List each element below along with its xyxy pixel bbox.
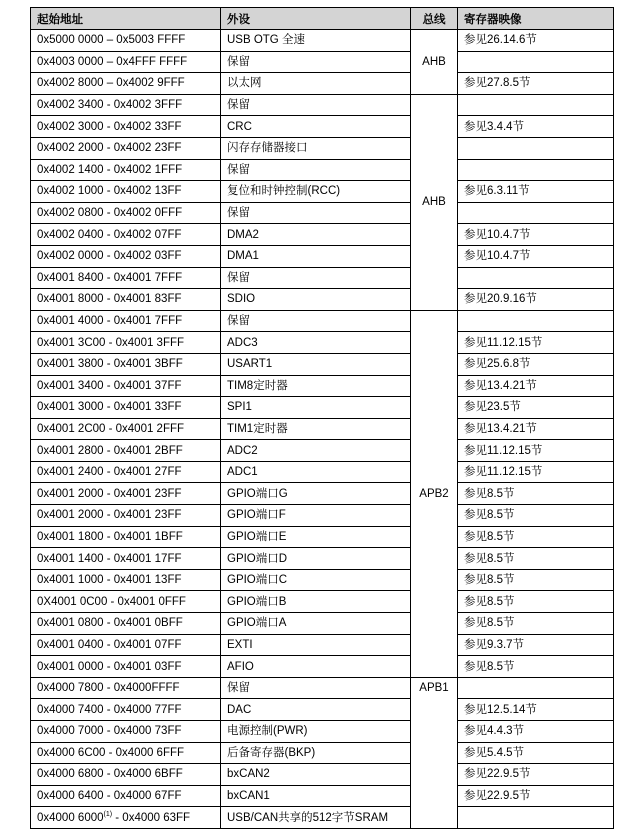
address-cell: 0x4000 6C00 - 0x4000 6FFF xyxy=(31,742,221,764)
register-map-cell xyxy=(458,202,614,224)
address-cell: 0x4001 2000 - 0x4001 23FF xyxy=(31,483,221,505)
table-row xyxy=(31,569,614,591)
register-map-cell: 参见27.8.5节 xyxy=(458,73,614,95)
address-cell: 0x4000 7000 - 0x4000 73FF xyxy=(31,721,221,743)
table-row xyxy=(31,634,614,656)
register-map-cell: 参见8.5节 xyxy=(458,483,614,505)
table-row xyxy=(31,461,614,483)
register-map-cell: 参见8.5节 xyxy=(458,569,614,591)
register-map-cell xyxy=(458,51,614,73)
peripheral-cell: TIM8定时器 xyxy=(221,375,411,397)
table-row xyxy=(31,526,614,548)
table-row xyxy=(31,505,614,527)
address-cell: 0x4000 6400 - 0x4000 67FF xyxy=(31,785,221,807)
address-cell: 0x4001 0800 - 0x4001 0BFF xyxy=(31,613,221,635)
register-map-cell: 参见8.5节 xyxy=(458,505,614,527)
peripheral-cell: 保留 xyxy=(221,159,411,181)
address-cell: 0x4001 2C00 - 0x4001 2FFF xyxy=(31,418,221,440)
address-cell: 0x4001 3000 - 0x4001 33FF xyxy=(31,397,221,419)
address-cell: 0x4001 0000 - 0x4001 03FF xyxy=(31,656,221,678)
table-row xyxy=(31,159,614,181)
register-map-cell: 参见8.5节 xyxy=(458,526,614,548)
table-row xyxy=(31,699,614,721)
bus-cell: APB2 xyxy=(411,310,458,677)
table-row xyxy=(31,418,614,440)
address-cell: 0x4002 3000 - 0x4002 33FF xyxy=(31,116,221,138)
header-start-address: 起始地址 xyxy=(31,8,221,30)
peripheral-cell: ADC3 xyxy=(221,332,411,354)
address-cell: 0X4001 0C00 - 0x4001 0FFF xyxy=(31,591,221,613)
table-row xyxy=(31,310,614,332)
peripheral-cell: USART1 xyxy=(221,353,411,375)
register-map-cell: 参见12.5.14节 xyxy=(458,699,614,721)
table-row xyxy=(31,591,614,613)
register-map-cell: 参见13.4.21节 xyxy=(458,375,614,397)
table-row xyxy=(31,764,614,786)
register-map-cell: 参见8.5节 xyxy=(458,613,614,635)
address-cell: 0x4001 8000 - 0x4001 83FF xyxy=(31,289,221,311)
table-row xyxy=(31,742,614,764)
register-map-cell: 参见4.4.3节 xyxy=(458,721,614,743)
table-row xyxy=(31,613,614,635)
address-cell: 0x4001 1400 - 0x4001 17FF xyxy=(31,548,221,570)
address-cell: 0x4002 1400 - 0x4002 1FFF xyxy=(31,159,221,181)
peripheral-cell: AFIO xyxy=(221,656,411,678)
peripheral-cell: USB OTG 全速 xyxy=(221,30,411,52)
peripheral-cell: bxCAN1 xyxy=(221,785,411,807)
address-start: 0x4000 6000 xyxy=(37,811,104,824)
register-map-cell xyxy=(458,807,614,829)
address-cell: 0x4001 3800 - 0x4001 3BFF xyxy=(31,353,221,375)
register-map-cell: 参见22.9.5节 xyxy=(458,785,614,807)
peripheral-cell: GPIO端口D xyxy=(221,548,411,570)
bus-cell: AHB xyxy=(411,30,458,95)
register-map-cell: 参见13.4.21节 xyxy=(458,418,614,440)
peripheral-cell: GPIO端口G xyxy=(221,483,411,505)
address-cell: 0x4000 6800 - 0x4000 6BFF xyxy=(31,764,221,786)
table-row xyxy=(31,721,614,743)
address-end: - 0x4000 63FF xyxy=(112,811,191,824)
address-cell: 0x5000 0000 – 0x5003 FFFF xyxy=(31,30,221,52)
peripheral-cell: 保留 xyxy=(221,51,411,73)
register-map-cell xyxy=(458,310,614,332)
table-row xyxy=(31,785,614,807)
table-row xyxy=(31,30,614,52)
register-map-cell: 参见10.4.7节 xyxy=(458,245,614,267)
table-row xyxy=(31,224,614,246)
address-cell: 0x4001 3400 - 0x4001 37FF xyxy=(31,375,221,397)
footnote-marker: (1) xyxy=(103,810,113,818)
register-map-cell: 参见11.12.15节 xyxy=(458,440,614,462)
address-cell: 0x4001 1800 - 0x4001 1BFF xyxy=(31,526,221,548)
peripheral-cell: CRC xyxy=(221,116,411,138)
peripheral-cell: SPI1 xyxy=(221,397,411,419)
table-row xyxy=(31,353,614,375)
table-row xyxy=(31,807,614,829)
register-map-cell: 参见5.4.5节 xyxy=(458,742,614,764)
peripheral-cell: DAC xyxy=(221,699,411,721)
peripheral-cell: bxCAN2 xyxy=(221,764,411,786)
peripheral-cell: GPIO端口B xyxy=(221,591,411,613)
address-cell: 0x4001 1000 - 0x4001 13FF xyxy=(31,569,221,591)
peripheral-cell: GPIO端口F xyxy=(221,505,411,527)
table-row xyxy=(31,202,614,224)
address-cell: 0x4001 2400 - 0x4001 27FF xyxy=(31,461,221,483)
peripheral-cell: ADC2 xyxy=(221,440,411,462)
peripheral-cell: 电源控制(PWR) xyxy=(221,721,411,743)
register-map-cell: 参见11.12.15节 xyxy=(458,461,614,483)
peripheral-cell: 保留 xyxy=(221,677,411,699)
peripheral-cell: TIM1定时器 xyxy=(221,418,411,440)
bus-cell: AHB xyxy=(411,94,458,310)
address-cell: 0x4000 7800 - 0x4000FFFF xyxy=(31,677,221,699)
table-row xyxy=(31,548,614,570)
peripheral-cell: 保留 xyxy=(221,310,411,332)
table-row xyxy=(31,73,614,95)
address-cell: 0x4001 0400 - 0x4001 07FF xyxy=(31,634,221,656)
peripheral-cell: SDIO xyxy=(221,289,411,311)
table-row xyxy=(31,245,614,267)
peripheral-cell: ADC1 xyxy=(221,461,411,483)
register-map-cell: 参见23.5节 xyxy=(458,397,614,419)
table-row xyxy=(31,677,614,699)
table-row xyxy=(31,137,614,159)
register-map-cell: 参见25.6.8节 xyxy=(458,353,614,375)
address-cell: 0x4002 0400 - 0x4002 07FF xyxy=(31,224,221,246)
header-register-map: 寄存器映像 xyxy=(458,8,614,30)
table-row xyxy=(31,116,614,138)
peripheral-cell: 后备寄存器(BKP) xyxy=(221,742,411,764)
address-cell: 0x4002 2000 - 0x4002 23FF xyxy=(31,137,221,159)
peripheral-cell: 复位和时钟控制(RCC) xyxy=(221,181,411,203)
peripheral-cell: GPIO端口C xyxy=(221,569,411,591)
register-map-cell xyxy=(458,677,614,699)
address-cell: 0x4002 0000 - 0x4002 03FF xyxy=(31,245,221,267)
address-cell: 0x4002 8000 – 0x4002 9FFF xyxy=(31,73,221,95)
bus-cell: APB1 xyxy=(411,677,458,828)
peripheral-cell: DMA2 xyxy=(221,224,411,246)
register-map-cell: 参见8.5节 xyxy=(458,591,614,613)
table-row xyxy=(31,483,614,505)
address-cell: 0x4002 1000 - 0x4002 13FF xyxy=(31,181,221,203)
peripheral-cell: GPIO端口A xyxy=(221,613,411,635)
address-cell: 0x4000 7400 - 0x4000 77FF xyxy=(31,699,221,721)
address-cell: 0x4001 4000 - 0x4001 7FFF xyxy=(31,310,221,332)
table-row xyxy=(31,375,614,397)
register-map-cell: 参见9.3.7节 xyxy=(458,634,614,656)
address-cell: 0x4002 3400 - 0x4002 3FFF xyxy=(31,94,221,116)
register-map-cell: 参见22.9.5节 xyxy=(458,764,614,786)
peripheral-cell: 保留 xyxy=(221,94,411,116)
header-bus: 总线 xyxy=(411,8,458,30)
memory-map-table xyxy=(30,7,614,829)
register-map-cell: 参见8.5节 xyxy=(458,548,614,570)
peripheral-cell: 以太网 xyxy=(221,73,411,95)
register-map-cell: 参见3.4.4节 xyxy=(458,116,614,138)
address-cell: 0x4001 8400 - 0x4001 7FFF xyxy=(31,267,221,289)
peripheral-cell: 闪存存储器接口 xyxy=(221,137,411,159)
table-row xyxy=(31,397,614,419)
register-map-cell: 参见26.14.6节 xyxy=(458,30,614,52)
address-cell: 0x4003 0000 – 0x4FFF FFFF xyxy=(31,51,221,73)
table-row xyxy=(31,181,614,203)
register-map-cell: 参见10.4.7节 xyxy=(458,224,614,246)
peripheral-cell: 保留 xyxy=(221,202,411,224)
register-map-cell xyxy=(458,159,614,181)
register-map-cell xyxy=(458,267,614,289)
table-row xyxy=(31,440,614,462)
header-peripheral: 外设 xyxy=(221,8,411,30)
address-cell: 0x4002 0800 - 0x4002 0FFF xyxy=(31,202,221,224)
table-row xyxy=(31,51,614,73)
address-cell: 0x4001 2000 - 0x4001 23FF xyxy=(31,505,221,527)
table-row xyxy=(31,656,614,678)
header-row xyxy=(31,8,614,30)
register-map-cell: 参见6.3.11节 xyxy=(458,181,614,203)
table-row xyxy=(31,94,614,116)
register-map-cell: 参见8.5节 xyxy=(458,656,614,678)
peripheral-cell: 保留 xyxy=(221,267,411,289)
table-row xyxy=(31,267,614,289)
table-row xyxy=(31,332,614,354)
register-map-cell xyxy=(458,94,614,116)
register-map-cell: 参见20.9.16节 xyxy=(458,289,614,311)
peripheral-cell: DMA1 xyxy=(221,245,411,267)
address-cell: 0x4001 2800 - 0x4001 2BFF xyxy=(31,440,221,462)
address-cell: 0x4001 3C00 - 0x4001 3FFF xyxy=(31,332,221,354)
table-row xyxy=(31,289,614,311)
address-cell xyxy=(31,807,221,829)
peripheral-cell: EXTI xyxy=(221,634,411,656)
register-map-cell xyxy=(458,137,614,159)
register-map-cell: 参见11.12.15节 xyxy=(458,332,614,354)
peripheral-cell: GPIO端口E xyxy=(221,526,411,548)
peripheral-cell: USB/CAN共享的512字节SRAM xyxy=(221,807,411,829)
